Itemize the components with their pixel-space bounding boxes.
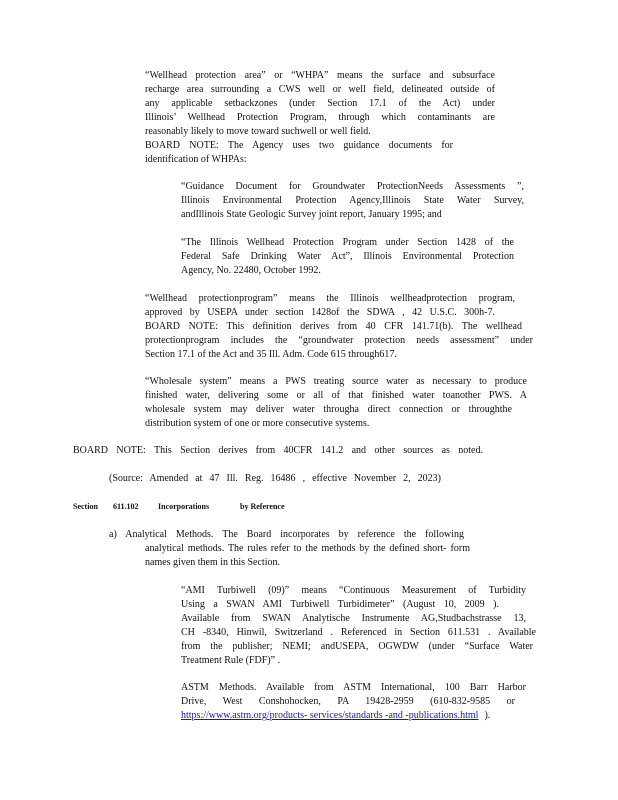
text-line: any applicable setbackzones (under Section 17.1 of the Act) under: [145, 98, 495, 109]
text-line: Federal Safe Drinking Water Act”, Illinois Environmental Protection: [181, 251, 514, 262]
text-line: andIllinois State Geologic Survey joint report, January 1995; and: [181, 209, 442, 220]
text-line: ASTM Methods. Available from ASTM International, 100 Barr Harbor: [181, 682, 526, 693]
text-line: “The Illinois Wellhead Protection Program under Section 1428 of the: [181, 237, 514, 248]
text-line: from the publisher; NEMI; andUSEPA, OGWDW (under “Surface Water: [181, 641, 533, 652]
text-line: Treatment Rule (FDF)” .: [181, 655, 281, 666]
text-line: Illinois’ Wellhead Protection Program, through which contaminants are: [145, 112, 495, 123]
text-line: protectionprogram includes the “groundwater protection needs assessment” under: [145, 335, 533, 346]
section-title: Incorporations: [158, 502, 210, 511]
text-line: reasonably likely to move toward suchwell or well field.: [145, 126, 371, 137]
text-line: Drive, West Conshohocken, PA 19428-2959 (610-832-9585 or: [181, 696, 515, 707]
wholesale-system-definition: [145, 375, 527, 431]
astm-methods-entry: [181, 681, 526, 723]
text-line: “Guidance Document for Groundwater ProtectionNeeds Assessments ”,: [181, 181, 524, 192]
ami-turbiwell-entry: [181, 584, 536, 668]
section-board-note: [73, 444, 483, 458]
text-line: “AMI Turbiwell (09)” means “Continuous Measurement of Turbidity: [181, 585, 526, 596]
text-line: distribution system of one or more consecutive systems.: [145, 418, 370, 429]
text-line: wholesale system may deliver water througha direct connection or throughthe: [145, 404, 512, 415]
source-note: [109, 472, 441, 486]
astm-publications-link[interactable]: https://www.astm.org/products- services/standards -and -publications.html: [181, 710, 479, 721]
text-line: identification of WHPAs:: [145, 154, 247, 165]
wellhead-program-citation: [181, 236, 514, 278]
text-line: Section 17.1 of the Act and 35 Ill. Adm. Code 615 through617.: [145, 349, 397, 360]
text-line: Agency, No. 22480, October 1992.: [181, 265, 321, 276]
text-line: Available from SWAN Analytische Instrumente AG,Studbachstrasse 13,: [181, 613, 526, 624]
text-line: a) Analytical Methods. The Board incorporates by reference the following: [109, 529, 464, 540]
section-label: Section: [73, 502, 98, 511]
text-line: analytical methods. The rules refer to the methods by the defined short- form: [145, 543, 470, 554]
text-line: (Source: Amended at 47 Ill. Reg. 16486 , effective November 2, 2023): [109, 473, 441, 484]
text-line: BOARD NOTE: This Section derives from 40CFR 141.2 and other sources as noted.: [73, 445, 483, 456]
wellhead-program-definition: [145, 292, 533, 362]
whpa-definition: [145, 69, 495, 167]
section-number: 611.102: [113, 502, 139, 511]
text-line: approved by USEPA under section 1428of the SDWA , 42 U.S.C. 300h-7.: [145, 307, 495, 318]
text-line: CH -8340, Hinwil, Switzerland . Referenced in Section 611.531 . Available: [181, 627, 536, 638]
text-line: “Wellhead protectionprogram” means the Illinois wellheadprotection program,: [145, 293, 515, 304]
url-line: [181, 709, 539, 723]
url-suffix: ).: [484, 710, 491, 721]
text-line: BOARD NOTE: The Agency uses two guidance documents for: [145, 140, 453, 151]
analytical-methods-paragraph: [109, 528, 469, 570]
text-line: “Wholesale system” means a PWS treating source water as necessary to produce: [145, 376, 527, 387]
section-heading: [73, 500, 293, 514]
text-line: names given them in this Section.: [145, 557, 280, 568]
section-title-suffix: by Reference: [240, 502, 285, 511]
text-line: finished water, delivering some or all of that finished water toanother PWS. A: [145, 390, 527, 401]
text-line: “Wellhead protection area” or “WHPA” means the surface and subsurface: [145, 70, 495, 81]
text-line: BOARD NOTE: This definition derives from 40 CFR 141.71(b). The wellhead: [145, 321, 522, 332]
text-line: recharge area surrounding a CWS well or well field, delineated outside of: [145, 84, 495, 95]
guidance-document-citation: [181, 180, 524, 222]
text-line: Illinois Environmental Protection Agency,Illinois State Water Survey,: [181, 195, 524, 206]
text-line: Using a SWAN AMI Turbiwell Turbidimeter” (August 10, 2009 ).: [181, 599, 499, 610]
